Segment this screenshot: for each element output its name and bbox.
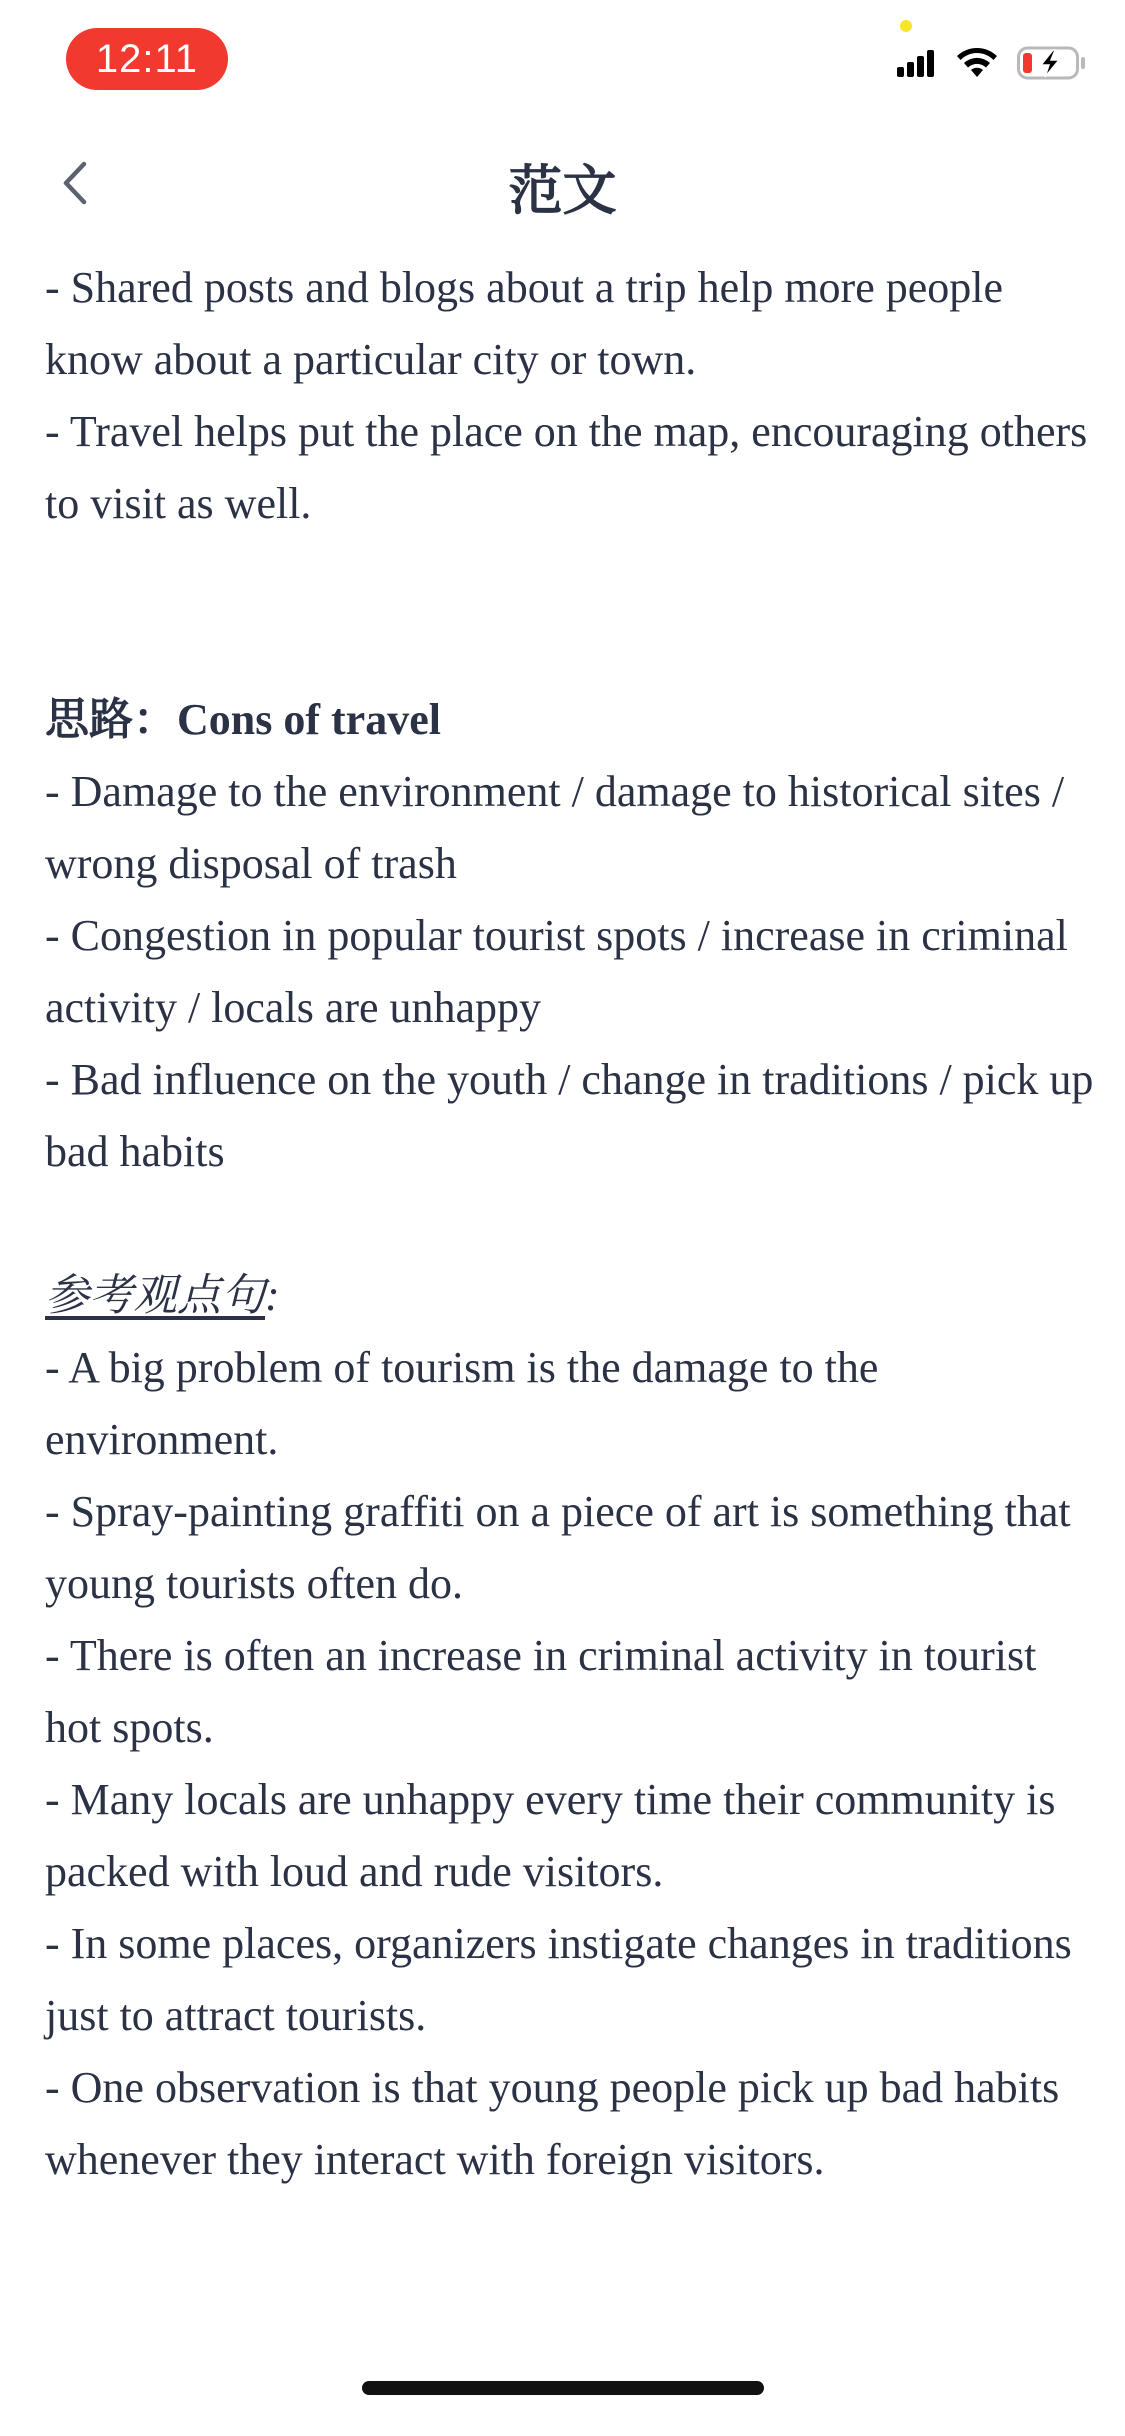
- article-content: [45, 252, 1095, 2196]
- status-icons: [897, 46, 1087, 80]
- cons-heading-text: Cons of travel: [177, 695, 441, 744]
- cons-point: - Bad influence on the youth / change in traditions / pick up bad habits: [45, 1055, 1094, 1176]
- reference-sentence: - One observation is that young people pick up bad habits whenever they interact with foreign visitors.: [45, 2063, 1060, 2184]
- nav-bar: [0, 130, 1125, 240]
- page-title: 范文: [508, 159, 617, 222]
- pros-point: - Travel helps put the place on the map, encouraging others to visit as well.: [45, 407, 1088, 528]
- section-gap: [45, 1188, 1095, 1260]
- reference-sentence: - Many locals are unhappy every time their community is packed with loud and rude visitors.: [45, 1775, 1056, 1896]
- reference-sentence: - In some places, organizers instigate changes in traditions just to attract tourists.: [45, 1919, 1072, 2040]
- cons-heading-label: 思路：: [45, 694, 177, 745]
- pros-point: - Shared posts and blogs about a trip help more people know about a particular city or town.: [45, 263, 1004, 384]
- reference-heading: [45, 1271, 265, 1320]
- status-bar: [0, 0, 1125, 120]
- home-indicator[interactable]: [362, 2381, 764, 2395]
- section-gap: [45, 540, 1095, 684]
- reference-sentence: - There is often an increase in criminal activity in tourist hot spots.: [45, 1631, 1037, 1752]
- cons-point: - Damage to the environment / damage to historical sites / wrong disposal of trash: [45, 767, 1065, 888]
- wifi-icon: [955, 47, 999, 79]
- battery-charging-icon: [1017, 46, 1087, 80]
- reference-sentence: - A big problem of tourism is the damage to the environment.: [45, 1343, 879, 1464]
- reference-sentence: - Spray-painting graffiti on a piece of art is something that young tourists often do.: [45, 1487, 1071, 1608]
- cellular-signal-icon: [897, 49, 937, 77]
- privacy-indicator-dot: [900, 20, 912, 32]
- status-time[interactable]: 12:11: [66, 28, 228, 90]
- cons-point: - Congestion in popular tourist spots / increase in criminal activity / locals are unhappy: [45, 911, 1068, 1032]
- reference-heading-label: 参考观点句: [45, 1270, 265, 1321]
- cons-heading: [45, 684, 1095, 756]
- reference-heading-line: [45, 1260, 1095, 1332]
- reference-heading-colon: :: [265, 1271, 280, 1320]
